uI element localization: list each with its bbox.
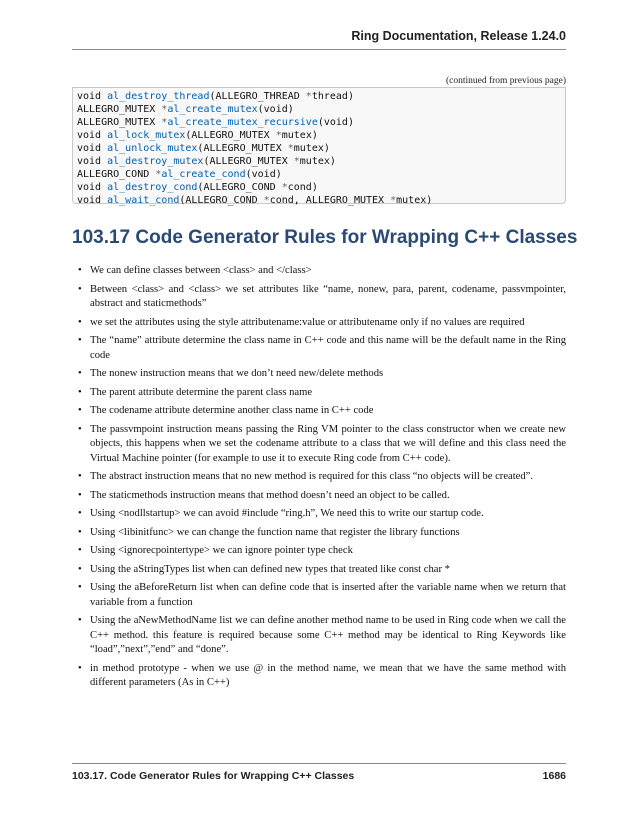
list-item-text: The nonew instruction means that we don’t need new/delete methods (90, 368, 384, 379)
code-token: ALLEGRO_MUTEX (77, 104, 162, 115)
bullet-marker: • (78, 471, 82, 482)
code-token: void (77, 195, 108, 206)
bullet-marker: • (78, 423, 82, 435)
bullet-marker: • (78, 386, 82, 398)
list-item (72, 614, 566, 658)
code-line (77, 116, 565, 129)
list-item (72, 581, 566, 610)
code-line (77, 181, 565, 194)
code-token: (void) (317, 117, 354, 128)
code-token: mutex) (293, 143, 330, 154)
list-item-text: Using <libinitfunc> we can change the function name that register the library functions (90, 526, 460, 538)
code-token: cond, ALLEGRO_MUTEX (269, 195, 391, 206)
bullet-marker: • (78, 526, 82, 538)
code-token: * (161, 104, 168, 115)
list-item (72, 563, 566, 578)
code-token: * (305, 91, 312, 102)
code-function-name: al_create_mutex (167, 104, 258, 115)
header-rule (72, 49, 566, 50)
code-token: * (275, 130, 282, 141)
bullet-marker: • (78, 563, 82, 575)
list-item-text: we set the attributes using the style attributename:value or attributename only if no values are required (90, 316, 525, 328)
list-item-text: in method prototype - when we use @ in the method name, we mean that we have the same method with different parameters (As in C++) (90, 662, 566, 688)
code-token: * (287, 143, 294, 154)
code-token: cond) (287, 182, 318, 193)
code-token: (ALLEGRO_THREAD (209, 91, 306, 102)
code-token: ALLEGRO_COND (77, 169, 156, 180)
code-token: mutex) (281, 130, 318, 141)
bullet-marker: • (78, 582, 82, 593)
code-token: mutex) (396, 195, 433, 206)
code-token: (ALLEGRO_COND (179, 195, 264, 206)
code-function-name: al_create_mutex_recursive (167, 117, 318, 128)
document-title: Ring Documentation, Release 1.24.0 (351, 29, 566, 43)
code-token: void (77, 130, 108, 141)
code-function-name: al_destroy_thread (107, 91, 210, 102)
code-token: void (77, 156, 108, 167)
code-token: mutex) (299, 156, 336, 167)
list-item-text: The “name” attribute determine the class name in C++ code and this name will be the default name in the Ring code (90, 335, 566, 361)
continued-note: (continued from previous page) (445, 76, 566, 86)
list-item (72, 386, 566, 401)
code-line (77, 103, 565, 116)
code-token: ALLEGRO_MUTEX (77, 117, 162, 128)
code-function-name: al_wait_cond (107, 195, 180, 206)
page-number: 1686 (542, 770, 566, 782)
code-token: * (390, 195, 397, 206)
bullet-marker: • (78, 508, 82, 519)
footer-section-ref: 103.17. Code Generator Rules for Wrapping C++ Classes (72, 770, 355, 782)
list-item (72, 662, 566, 691)
code-token: * (161, 117, 168, 128)
code-line (77, 194, 565, 207)
list-item-text: Using the aStringTypes list when can defined new types that treated like const char * (90, 563, 450, 575)
list-item (72, 423, 566, 467)
list-item-text: Using the aNewMethodName list we can define another method name to be used in Ring code when we call the C++ method. this feature is required because some C++ method may be identical to Ring Keywords like “load”,”next”,”end” and “done”. (90, 615, 566, 655)
code-token: * (263, 195, 270, 206)
page-header (72, 0, 566, 54)
code-token: * (293, 156, 300, 167)
code-line (77, 155, 565, 168)
bullet-marker: • (78, 283, 82, 295)
code-line (77, 168, 565, 181)
list-item-text: We can define classes between <class> and </class> (90, 265, 312, 276)
bullet-marker: • (78, 405, 82, 416)
list-item-text: Using <nodllstartup> we can avoid #include “ring.h”, We need this to write our startup code. (90, 508, 484, 519)
code-token: void (77, 91, 108, 102)
bullet-marker: • (78, 368, 82, 379)
list-item (72, 264, 566, 279)
code-function-name: al_destroy_cond (107, 182, 198, 193)
code-token: (void) (257, 104, 294, 115)
code-token: void (77, 143, 108, 154)
bullet-marker: • (78, 615, 82, 626)
code-block (72, 87, 566, 204)
list-item (72, 367, 566, 382)
list-item (72, 316, 566, 331)
section-title: 103.17 Code Generator Rules for Wrapping C++ Classes (72, 227, 578, 248)
code-token: * (155, 169, 162, 180)
bullet-marker: • (78, 316, 82, 328)
list-item-text: Using the aBeforeReturn list when can define code that is inserted after the variable name when we return that variable from a function (90, 582, 566, 608)
list-item (72, 507, 566, 522)
code-token: (ALLEGRO_MUTEX (197, 143, 288, 154)
list-item-text: The codename attribute determine another class name in C++ code (90, 405, 374, 416)
list-item-text: Using <ignorecpointertype> we can ignore pointer type check (90, 545, 353, 556)
list-item-text: Between <class> and <class> we set attributes like “name, nonew, para, parent, codename, passvmpointer, abstract and staticmethods” (90, 283, 566, 309)
page-footer (72, 763, 566, 793)
code-function-name: al_lock_mutex (107, 130, 186, 141)
bullet-marker: • (78, 662, 82, 674)
footer-rule (72, 763, 566, 764)
list-item (72, 526, 566, 541)
code-function-name: al_destroy_mutex (107, 156, 204, 167)
list-item-text: The passvmpoint instruction means passing the Ring VM pointer to the class constructor when we create new objects, this happens when we set the codename attribute to a class that we will define and this class need the Virtual Machine pointer (for example to use it to execute Ring code from C++ code). (90, 423, 566, 464)
list-item-text: The staticmethods instruction means that method doesn’t need an object to be called. (90, 489, 450, 501)
code-token: (ALLEGRO_MUTEX (203, 156, 294, 167)
code-line (77, 142, 565, 155)
bullet-marker: • (78, 335, 82, 346)
list-item (72, 334, 566, 363)
bullet-marker: • (78, 545, 82, 556)
code-function-name: al_unlock_mutex (107, 143, 198, 154)
list-item-text: The abstract instruction means that no new method is required for this class “no objects will be created”. (90, 471, 534, 482)
code-function-name: al_create_cond (161, 169, 246, 180)
list-item (72, 544, 566, 559)
code-token: (void) (245, 169, 282, 180)
list-item (72, 404, 566, 419)
bullet-marker: • (78, 489, 82, 501)
bullet-list (72, 264, 566, 695)
list-item (72, 470, 566, 485)
code-token: * (281, 182, 288, 193)
code-line (77, 129, 565, 142)
code-token: (ALLEGRO_COND (197, 182, 282, 193)
list-item (72, 489, 566, 504)
bullet-marker: • (78, 265, 82, 276)
code-token: (ALLEGRO_MUTEX (185, 130, 276, 141)
code-line (77, 90, 565, 103)
code-token: thread) (311, 91, 354, 102)
list-item (72, 283, 566, 312)
list-item-text: The parent attribute determine the parent class name (90, 386, 313, 398)
code-token: void (77, 182, 108, 193)
